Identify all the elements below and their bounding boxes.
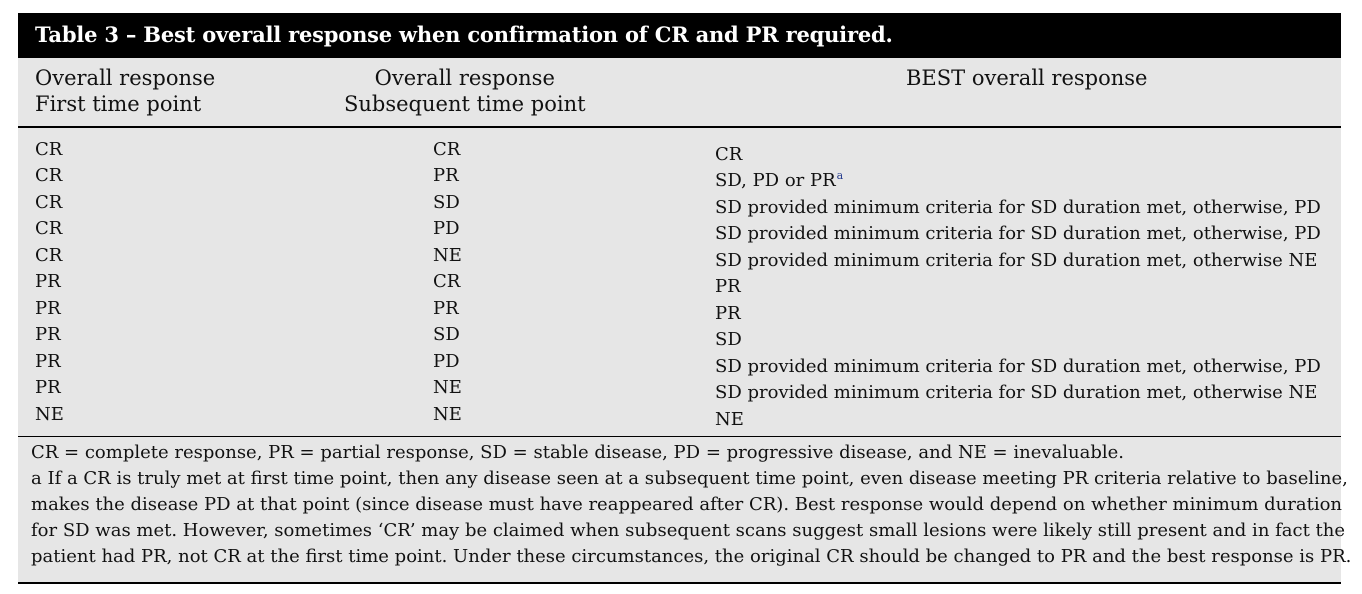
table-row xyxy=(18,375,1341,401)
table-title: Table 3 – Best overall response when confirmation of CR and PR required. xyxy=(35,22,893,47)
header-col2-line2: Subsequent time point xyxy=(344,92,586,116)
cell-first: PR xyxy=(35,377,61,398)
table-row xyxy=(18,322,1341,348)
cell-first: CR xyxy=(35,245,63,266)
footnote-a-line: makes the disease PD at that point (since disease must have reappeared after CR). Best response would depend on whether minimum duration xyxy=(31,494,1343,515)
table-row xyxy=(18,216,1341,242)
cell-subsequent: SD xyxy=(433,192,460,213)
cell-subsequent: PR xyxy=(433,298,459,319)
table-row xyxy=(18,296,1341,322)
table-row xyxy=(18,402,1341,428)
footnote-a-line: patient had PR, not CR at the first time point. Under these circumstances, the original CR should be changed to PR and the best response is PR. xyxy=(31,546,1352,567)
footnote-mark: a xyxy=(836,169,844,182)
cell-first: CR xyxy=(35,165,63,186)
cell-best xyxy=(715,402,745,433)
cell-best-text: SD xyxy=(715,329,742,350)
header-rule xyxy=(18,126,1341,128)
cell-subsequent: CR xyxy=(433,271,461,292)
cell-subsequent: CR xyxy=(433,139,461,160)
cell-first: PR xyxy=(35,298,61,319)
cell-first: CR xyxy=(35,218,63,239)
cell-subsequent: PR xyxy=(433,165,459,186)
header-col1-line2: First time point xyxy=(35,92,202,116)
table-row xyxy=(18,269,1341,295)
cell-subsequent: PD xyxy=(433,351,460,372)
cell-best-text: PR xyxy=(715,303,741,324)
table-bottom-rule xyxy=(18,582,1341,584)
cell-best-text: SD provided minimum criteria for SD duration met, otherwise, PD xyxy=(715,356,1321,377)
cell-subsequent: SD xyxy=(433,324,460,345)
cell-best-text: SD provided minimum criteria for SD duration met, otherwise, PD xyxy=(715,197,1321,218)
table-row xyxy=(18,349,1341,375)
header-best-overall-response xyxy=(906,65,1148,91)
footnotes xyxy=(31,440,1352,570)
cell-first: PR xyxy=(35,351,61,372)
header-subsequent-time-point xyxy=(344,65,586,117)
cell-best-text: PR xyxy=(715,276,741,297)
cell-best-text: SD provided minimum criteria for SD duration met, otherwise NE xyxy=(715,382,1318,403)
cell-best-text: SD provided minimum criteria for SD duration met, otherwise, PD xyxy=(715,223,1321,244)
header-first-time-point xyxy=(35,65,215,117)
footnote-a-line: for SD was met. However, sometimes ‘CR’ may be claimed when subsequent scans suggest small lesions were likely still present and in fact the xyxy=(31,520,1346,541)
cell-subsequent: NE xyxy=(433,245,462,266)
header-col3: BEST overall response xyxy=(906,66,1148,90)
cell-subsequent: NE xyxy=(433,377,462,398)
footnote-abbreviations: CR = complete response, PR = partial response, SD = stable disease, PD = progressive disease, and NE = inevaluable. xyxy=(31,442,1124,463)
footnote-rule xyxy=(18,436,1341,437)
table-row xyxy=(18,243,1341,269)
header-col1-line1: Overall response xyxy=(35,66,216,90)
cell-first: NE xyxy=(35,404,64,425)
cell-first: CR xyxy=(35,192,63,213)
cell-best-text: NE xyxy=(715,409,744,430)
cell-best-text: CR xyxy=(715,144,743,165)
cell-first: CR xyxy=(35,139,63,160)
table-row xyxy=(18,137,1341,163)
response-table xyxy=(18,13,1352,582)
table-title-bar xyxy=(18,13,1341,58)
cell-best-text: SD, PD or PR xyxy=(715,170,836,191)
table-row xyxy=(18,190,1341,216)
header-col2-line1: Overall response xyxy=(374,66,555,90)
cell-first: PR xyxy=(35,271,61,292)
table-row xyxy=(18,163,1341,189)
footnote-a-line: a If a CR is truly met at first time point, then any disease seen at a subsequent time point, even disease meeting PR criteria relative to baseline, xyxy=(31,468,1348,489)
cell-best-text: SD provided minimum criteria for SD duration met, otherwise NE xyxy=(715,250,1318,271)
cell-first: PR xyxy=(35,324,61,345)
cell-subsequent: PD xyxy=(433,218,460,239)
cell-subsequent: NE xyxy=(433,404,462,425)
